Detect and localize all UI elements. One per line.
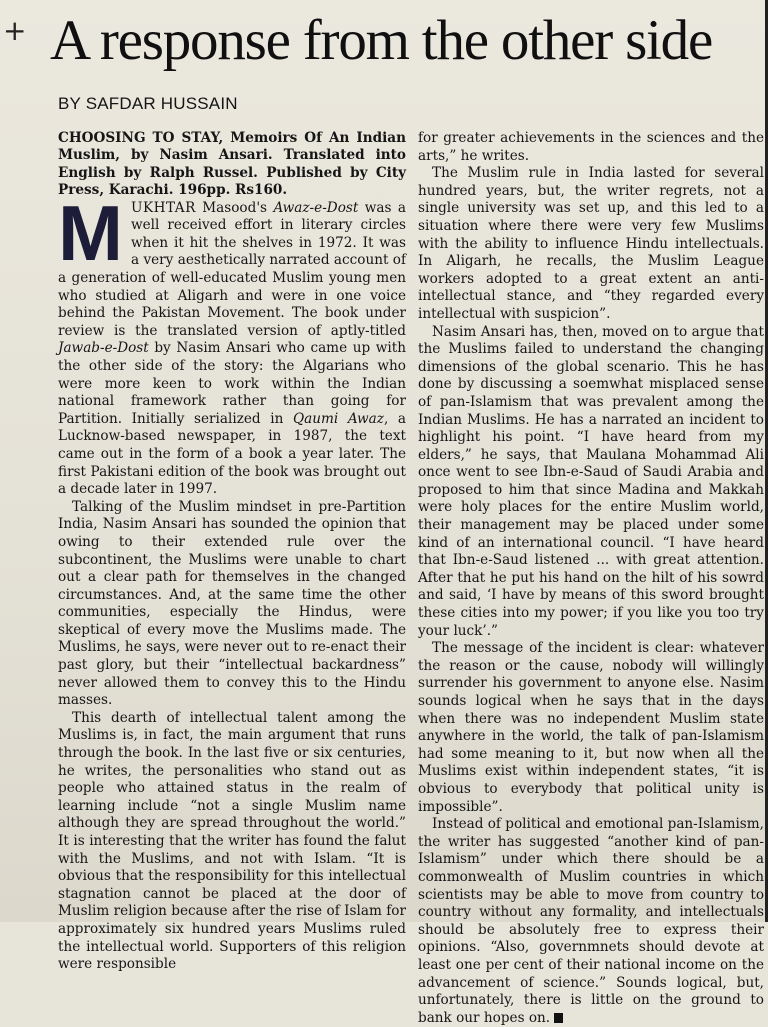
newspaper-title-qaumi-awaz: Qaumi Awaz xyxy=(292,410,384,427)
headline: A response from the other side xyxy=(50,9,713,72)
end-mark xyxy=(554,1013,563,1023)
p1-text-a: Masood's xyxy=(195,199,274,216)
paragraph-r1: The Muslim rule in India lasted for several hundred years, but, the writer regrets, not a single university was set up, and this led to a situation where there were very few Muslims with the ability to influence Hindu intellectuals. In Aligarh, he recalls, the Muslim League workers adopted to a great extent an anti-intellectual stance, and “they regarded every intellectual with suspicion”. xyxy=(418,165,764,322)
p1-text-d: , a Lucknow-based newspaper, in 1987, the text came out in the form of a book a year later. The first Pakistani edition of the book was brought out a decade later in 1997. xyxy=(58,410,407,498)
paragraph-3: This dearth of intellectual talent among the Muslims is, in fact, the main argument that runs through the book. In the last five or six centuries, he writes, the personalities who stand out as people who attained status in the realm of learning include “not a single Muslim name although they are spread throughout the world.” It is interesting that the writer has found the falut with the Muslims, and not with Islam. “It is obvious that the responsibility for this intellectual stagnation cannot be placed at the door of Muslim religion because after the rise of Islam for approximately six hundred years Muslims ruled the intellectual world. Supporters of this religion were responsible xyxy=(58,709,406,973)
lead-caps: UKHTAR xyxy=(130,199,196,216)
p1-text-b: was a well received effort in literary circles when it hit the shelves in 1972. It was a very aesthetically narrated account of a generation of well-educated Muslim young men who studied at Aligarh and were in one voice behind the Pakistan Movement. The book under review is the translated version of aptly-titled xyxy=(58,199,406,339)
paragraph-r0: for greater achievements in the sciences and the arts,” he writes. xyxy=(418,130,764,164)
book-title-awaz-e-dost: Awaz-e-Dost xyxy=(273,199,359,216)
paragraph-r2: Nasim Ansari has, then, moved on to argue that the Muslims failed to understand the changing dimensions of the global scenario. This he has done by discussing a soemwhat misplaced sense of pan-Islamism that was prevalent among the Indian Muslims. He has a narrated an incident to highlight his point. “I have heard from my elders,” he says, that Maulana Mohammad Ali once went to see Ibn-e-Saud of Saudi Arabia and proposed to him that since Madina and Makkah were holy places for the entire Muslim world, their management may be placed under some kind of an international council. “I have heard that Ibn-e-Saud listened ... with great attention. After that he put his hand on the hilt of his sowrd and said, ‘I have by means of this sword brought these cities into my power; if you like you too try your luck’.” xyxy=(418,323,764,639)
book-info: CHOOSING TO STAY, Memoirs Of An Indian Muslim, by Nasim Ansari. Translated into English by Ralph Russel. Published by City Press, Karachi. 196pp. Rs160. xyxy=(58,130,406,199)
drop-cap: M xyxy=(58,188,123,277)
p1-text-c: by Nasim Ansari who came up with the other side of the story: the Algarians who were more keen to work within the Indian national framework rather than going for Partition. Initially serialized in xyxy=(58,340,406,427)
paragraph-r4-text: Instead of political and emotional pan-Islamism, the writer has suggested “another kind of pan-Islamism” under which there should be a commonwealth of Muslim countries in which scientists may be able to move from country to country without any formality, and intellectuals should be absolutely free to express their opinions. “Also, governmnets should devote at least one per cent of their national income on the advancement of science.” Sounds logical, but, unfortunately, there is little on the ground to bank our hopes on. xyxy=(418,816,764,1026)
margin-mark: + xyxy=(3,14,27,47)
paragraph-r3: The message of the incident is clear: whatever the reason or the cause, nobody will willingly surrender his government to anyone else. Nasim sounds logical when he says that in the days when there was no independent Muslim state anywhere in the world, the talk of pan-Islamism had some meaning to it, but now when all the Muslims exist within independent states, “it is obvious to everybody that political unity is impossible”. xyxy=(418,640,764,815)
paragraph-1 xyxy=(58,188,407,499)
paragraph-2: Talking of the Muslim mindset in pre-Partition India, Nasim Ansari has sounded the opinion that owing to their extended rule over the subcontinent, the Muslims were unable to chart out a clear path for themselves in the changed circumstances. And, at the same time the other communities, especially the Hindus, were skeptical of every move the Muslims made. The Muslims, he says, were never out to re-enact their past glory, but their “intellectual backardness” never allowed them to convey this to the Hindu masses. xyxy=(58,498,406,709)
byline: BY SAFDAR HUSSAIN xyxy=(58,94,238,113)
column-right xyxy=(418,130,764,1027)
column-left xyxy=(58,130,406,974)
book-title-jawab-e-dost: Jawab-e-Dost xyxy=(58,340,149,357)
